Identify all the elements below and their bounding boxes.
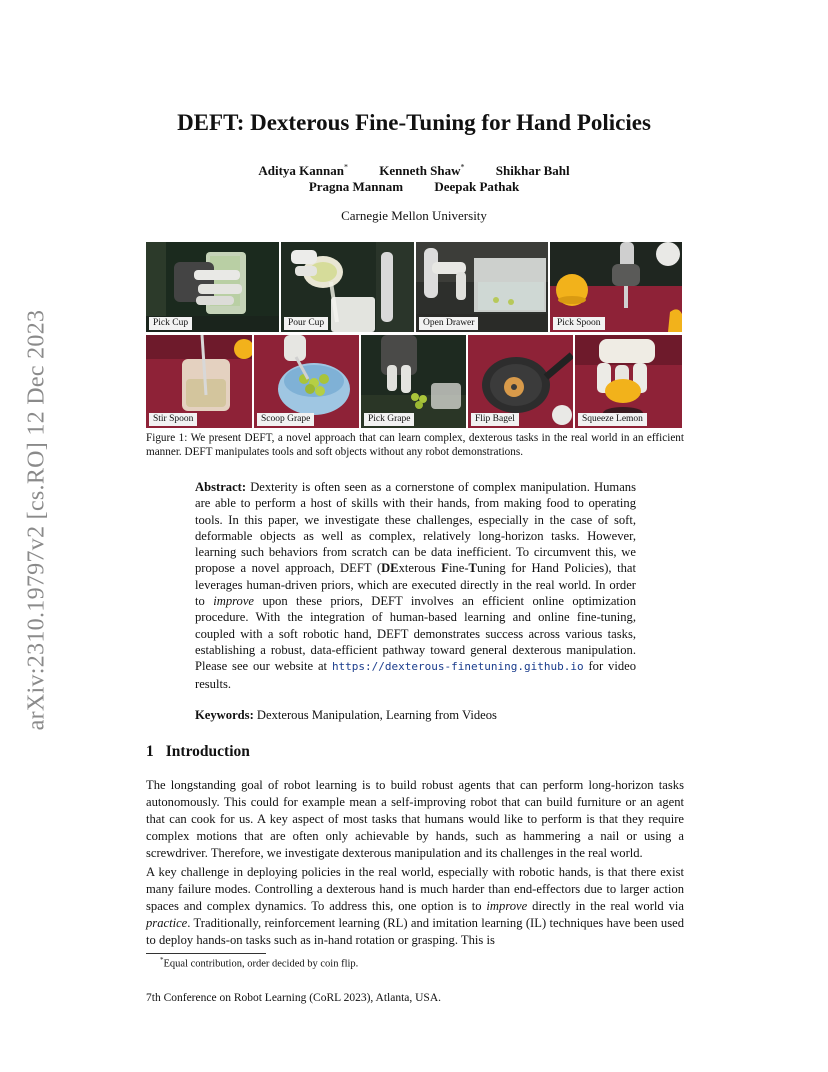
tile-label: Stir Spoon [149, 413, 197, 426]
authors-line-2 [0, 179, 828, 195]
intro-paragraph-1: The longstanding goal of robot learning is to build robust agents that can perform long-horizon tasks autonomously. This could for example mean a self-improving robot that can build furniture or an agent that can cook for us. A key aspect of most tasks that humans would like to perform is that they require complex motions that are often only achievable by hands, such as hammering a nail or using a screwdriver. Therefore, we investigate dexterous manipulation and its challenges in the real world. [146, 778, 684, 860]
section-number: 1 [146, 743, 154, 760]
affiliation: Carnegie Mellon University [341, 208, 487, 223]
tile-label: Pick Grape [364, 413, 414, 426]
keywords-label: Keywords: [195, 708, 254, 722]
abstract-label: Abstract: [195, 480, 247, 494]
figure-tile [361, 335, 466, 428]
author: Kenneth Shaw* [379, 163, 465, 179]
figure-tile [146, 242, 279, 332]
author: Deepak Pathak [434, 179, 520, 194]
figure-tile [281, 242, 414, 332]
author: Pragna Mannam [308, 179, 404, 194]
caption-text: We present DEFT, a novel approach that can learn complex, dexterous tasks in the real world in an efficient manner. DEFT manipulates tools and soft objects without any robot demonstrations. [146, 432, 684, 458]
figure-1 [146, 242, 682, 428]
arxiv-stamp [22, 280, 52, 760]
figure-tile [254, 335, 359, 428]
authors-line-1 [0, 163, 828, 179]
website-link[interactable]: https://dexterous-finetuning.github.io [331, 660, 584, 674]
author: Aditya Kannan* [258, 163, 348, 179]
tile-label: Flip Bagel [471, 413, 519, 426]
paper-title: DEFT: Dexterous Fine-Tuning for Hand Policies [177, 110, 651, 135]
section-heading [146, 743, 250, 761]
keywords [195, 708, 636, 723]
footnote: *Equal contribution, order decided by coin flip. [160, 956, 359, 970]
figure-tile [416, 242, 548, 332]
venue-line: 7th Conference on Robot Learning (CoRL 2023), Atlanta, USA. [146, 992, 442, 1004]
figure-tile [146, 335, 252, 428]
tile-label: Pick Cup [149, 317, 192, 330]
tile-label: Pick Spoon [553, 317, 605, 330]
tile-label: Squeeze Lemon [578, 413, 647, 426]
section-title: Introduction [165, 743, 250, 760]
author: Shikhar Bahl [495, 163, 570, 179]
abstract: Abstract: Dexterity is often seen as a cornerstone of complex manipulation. Humans are able to perform a host of skills with their hands, from making food to operating tools. In this paper, we investigate these challenges, especially in the case of soft, deformable objects as well as complex, relatively long-horizon tasks. However, learning such behaviors from scratch can be data inefficient. To circumvent this, we propose a novel approach, DEFT (DExterous Fine-Tuning for Hand Policies), that leverages human-driven priors, which are executed directly in the real world. In order to improve upon these priors, DEFT involves an efficient online optimization procedure. With the integration of human-based learning and online fine-tuning, coupled with a soft robotic hand, DEFT demonstrates success across various tasks, establishing a robust, data-efficient pathway toward general dexterous manipulation. Please see our website at https://dexterous-finetuning.github.io for video results. [195, 480, 637, 691]
figure-caption [146, 431, 684, 459]
arxiv-stamp-text: arXiv:2310.19797v2 [cs.RO] 12 Dec 2023 [23, 309, 50, 731]
tile-label: Pour Cup [284, 317, 328, 330]
footnote-rule [146, 953, 266, 954]
tile-label: Open Drawer [419, 317, 478, 330]
keywords-text: Dexterous Manipulation, Learning from Videos [256, 708, 497, 722]
figure-tile [575, 335, 682, 428]
figure-tile [468, 335, 573, 428]
tile-label: Scoop Grape [257, 413, 314, 426]
intro-paragraph-2: A key challenge in deploying policies in the real world, especially with robotic hands, is that there exist many failure modes. Controlling a dexterous hand is much harder than end-effectors due to larger action spaces and complex dynamics. To address this, one option is to improve directly in the real world via practice. Traditionally, reinforcement learning (RL) and imitation learning (IL) techniques have been used to deploy hands-on tasks such as in-hand rotation or grasping. This is [146, 865, 684, 947]
figure-tile [550, 242, 682, 332]
caption-label: Figure 1: [146, 432, 188, 444]
